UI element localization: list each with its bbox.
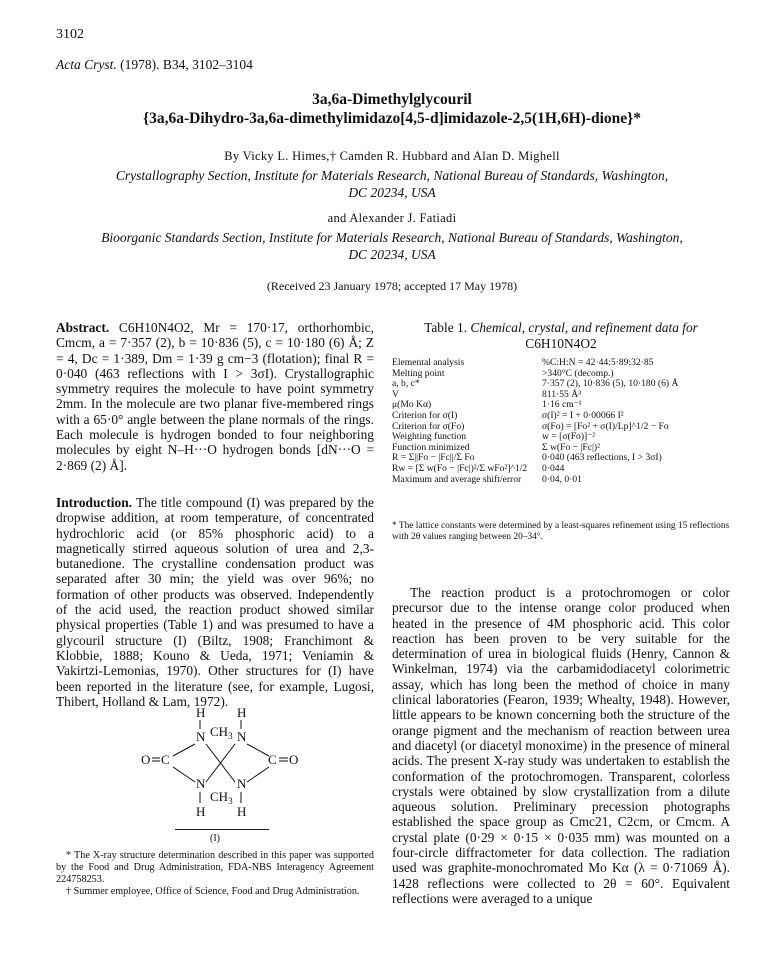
table-cell-value: 0·04, 0·01 [542,473,582,485]
abstract-text: C6H10N4O2, Mr = 170·17, orthorhombic, Cmcm, a = 7·357 (2), b = 10·836 (5), c = 10·180 (6) Å; Z = 4, Dc = 1·389, Dm = 1·39 g cm−3 (flotation); final R = 0·040 (463 reflections with I > 3σI). Crystallographic symmetry requires the molecule to have point symmetry 2mm. In the molecule are two planar five-membered rings with a 65·0° angle between the plane normals of the rings. Each molecule is hydrogen bonded to four neighboring molecules by eight N–H···O hydrogen bonds [dN···O = 2·869 (2) Å]. [56,320,374,473]
footnote-divider [175,829,269,830]
author-list-1: By Vicky L. Himes,† Camden R. Hubbard and Alan D. Mighell [224,149,560,163]
footnote-funding: * The X-ray structure determination described in this paper was supported by the Food and Drug Administration, FDA-NBS Interagency Agreement 224758253. [56,850,374,885]
table-cell-key: R = Σ||Fo − |Fc||/Σ Fo [392,452,475,464]
table-cell-value: 0·040 (463 reflections, I > 3σI) [542,452,662,464]
table-cell-key: Elemental analysis [392,357,465,368]
affiliation-1 [80,167,704,201]
affiliation-2-line1: Bioorganic Standards Section, Institute for Materials Research, National Bureau of Standards, Washington, [101,230,683,245]
table-row [392,411,730,422]
introduction-text: The title compound (I) was prepared by the dropwise addition, at room temperature, of concentrated hydrochloric acid (or 85% phosphoric acid) to a magnetically stirred aqueous solution of urea and 2,3-butanedione. The crystalline condensation product was separated after 30 min; the yield was over 96%; no formation of other products was observed. Independently of the acid used, the reaction product showed similar physical properties (Table 1) and was presumed to have a glycouril structure (I) (Biltz, 1908; Franchimont & Klobbie, 1888; Kouno & Ueda, 1971; Veniamin & Vakirtzi-Lemonias, 1970). Other structures for (I) have been reported in the literature (see, for example, Lugosi, Thibert, Holland & Lam, 1972). [56,495,374,709]
atom-c-left: C [161,752,170,767]
table-footnote: * The lattice constants were determined by a least-squares refinement using 15 reflections with 2θ values ranging between 20–34°. [392,521,730,542]
atom-n-bottom-left: N [196,776,206,791]
table-cell-key: V [392,388,399,400]
table-caption-text: Chemical, crystal, and refinement data for [470,320,698,335]
atom-n-top-right: N [237,729,247,744]
atom-n-bottom-right: N [237,776,247,791]
table-cell-value: w = [σ(Fo)]⁻² [542,431,596,443]
received-dates: (Received 23 January 1978; accepted 17 May 1978) [266,279,518,293]
table-cell-value: Σ w(Fo − |Fc|)² [542,441,600,453]
journal-citation [56,57,253,73]
table-cell-value: 7·357 (2), 10·836 (5), 10·180 (6) Å [542,378,679,390]
table-cell-key: Rw = [Σ w(Fo − |Fc|)²/Σ wFo²]^1/2 [392,462,528,474]
abstract-label: Abstract. [56,320,110,335]
affiliation-1-line2: DC 20234, USA [348,185,436,200]
atom-h-bottom-right: H [237,804,247,819]
table-row [392,475,730,486]
structure-label: (I) [210,833,220,844]
atom-n-top-left: N [196,729,206,744]
page-number: 3102 [56,27,84,42]
atom-h-bottom-left: H [196,804,206,819]
chemical-structure-diagram [140,704,300,824]
citation-details: (1978). B34, 3102–3104 [120,57,253,72]
table-row [392,358,730,369]
abstract-section [56,320,374,473]
author-list-2: and Alexander J. Fatiadi [327,211,457,225]
affiliation-2-line2: DC 20234, USA [348,247,436,262]
paper-subtitle: {3a,6a-Dihydro-3a,6a-dimethylimidazo[4,5-d]imidazole-2,5(1H,6H)-dione}* [143,110,641,127]
atom-c-right: C [268,752,277,767]
table-cell-key: Criterion for σ(I) [392,409,458,421]
methyl-bottom: $CH_3$ [210,789,233,806]
atom-o-right: O [289,752,299,767]
affiliation-1-line1: Crystallography Section, Institute for Materials Research, National Bureau of Standards, Washington, [115,168,669,183]
table-cell-key: Criterion for σ(Fo) [392,420,465,432]
table-cell-key: Weighting function [392,431,467,443]
footnote-author: † Summer employee, Office of Science, Food and Drug Administration. [66,886,360,897]
table-cell-value: 0·044 [542,462,565,474]
table-cell-value: σ(I)² = I + 0·00066 I² [542,409,624,421]
table-cell-key: Maximum and average shift/error [392,473,522,485]
table-cell-value: 1·16 cm⁻¹ [542,399,582,411]
right-paragraph: The reaction product is a protochromogen or color precursor due to the intense orange color produced when heated in the presence of 4M phosphoric acid. This color reaction has been proven to be very suitable for the determination of urea in biological fluids (Henry, Cannon & Winkelman, 1974) via the carbamidodiacetyl colorimetric assay, which has long been the method of choice in many clinical laboratories (Fearon, 1939; Whealty, 1948). However, little appears to be known concerning both the structure of the orange pigment and the mechanism of reaction between urea and diacetyl (or diacetyl monoxime) in the presence of mineral acids. The present X-ray study was undertaken to establish the conformation of the protochromogen. Transparent, colorless crystals were obtained by slow crystallization from a dilute aqueous solution. Preliminary precession photographs established the space group as Cmc21, C2cm, or Cmcm. A crystal plate (0·29 × 0·15 × 0·035 mm) was mounted on a four-circle diffractometer for data collection. The radiation used was graphite-monochromated Mo Kα (λ = 0·71069 Å). 1428 reflections were collected to 2θ = 60°. Equivalent reflections were averaged to a unique [392,585,730,906]
table-cell-value: 811·55 Å³ [542,388,582,400]
introduction-section [56,495,374,709]
table-caption [392,320,730,352]
paper-title: 3a,6a-Dimethylglycouril [312,91,472,108]
methyl-top: $CH_3$ [210,724,233,741]
affiliation-2 [80,229,704,263]
table-cell-key: Melting point [392,367,445,379]
atom-o-left: O [141,752,151,767]
table-caption-formula: C6H10N4O2 [525,336,597,351]
atom-h-top-left: H [196,705,206,720]
table-cell-value: %C:H:N = 42·44:5·89:32·85 [542,357,654,368]
atom-h-top-right: H [237,705,247,720]
journal-name: Acta Cryst. [56,57,117,72]
table-cell-value: >340°C (decomp.) [542,367,614,379]
table-cell-key: Function minimized [392,441,470,453]
body-text-right [392,585,730,906]
table-caption-prefix: Table 1. [424,320,468,335]
table-cell-value: σ(Fo) = [Fo² + σ(I)/Lp]^1/2 − Fo [542,420,669,432]
table-cell-key: μ(Mo Kα) [392,399,432,411]
table-1 [392,358,730,485]
introduction-label: Introduction. [56,495,133,510]
footnotes [56,850,374,898]
table-row [392,464,730,475]
table-cell-key: a, b, c* [392,378,420,390]
